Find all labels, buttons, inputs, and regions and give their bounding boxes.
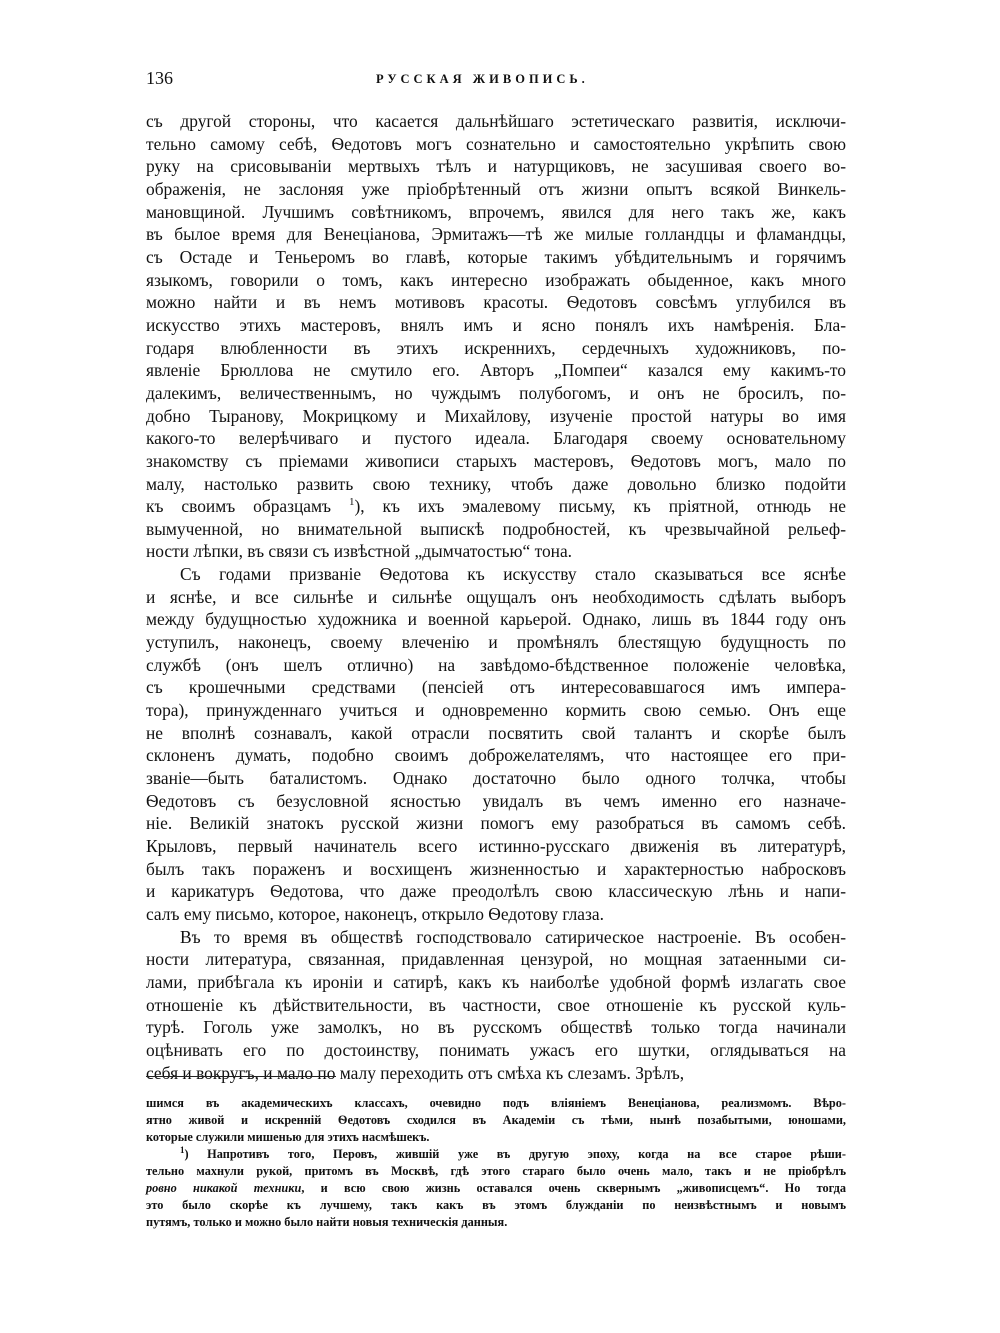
footnote-line: шимся въ академическихъ классахъ, очевидно подъ вліяніемъ Венеціанова, реализмомъ. Вѣро- bbox=[146, 1096, 846, 1110]
emphasis: ровно никакой техники bbox=[146, 1181, 302, 1195]
text-line: мановщиной. Лучшимъ совѣтникомъ, впрочемъ, явился для него такъ же, какъ bbox=[146, 201, 846, 222]
footnote-separator bbox=[146, 1076, 336, 1077]
text-line: знакомству съ пріемами живописи старыхъ мастеровъ, Ѳедотовъ могъ, мало по bbox=[146, 450, 846, 471]
text-line: склоненъ думать, подобно своимъ доброжелателямъ, что настоящее его при- bbox=[146, 745, 846, 766]
text-line: и яснѣе, и все сильнѣе и сильнѣе ощущалъ онъ необходимость сдѣлать выборъ bbox=[146, 586, 846, 607]
paragraph-2 bbox=[146, 563, 846, 926]
footnote-line: путямъ, только и можно было найти новыя техническія данныя. bbox=[146, 1215, 508, 1229]
footnote-continuation bbox=[146, 1095, 846, 1146]
text-line: искусство этихъ мастеровъ, внялъ имъ и ясно понялъ ихъ намѣренія. Бла- bbox=[146, 314, 846, 335]
text-line: уступилъ, наконецъ, своему влеченію и промѣнялъ блестящую будущность по bbox=[146, 632, 846, 653]
text-line: съ другой стороны, что касается дальнѣйшаго эстетическаго развитія, исключи- bbox=[146, 111, 846, 131]
text-line: себя и вокругъ, и мало по малу переходить отъ смѣха къ слезамъ. Зрѣлъ, bbox=[146, 1062, 685, 1083]
text-line: между будущностью художника и военной карьерой. Однако, лишь въ 1844 году онъ bbox=[146, 609, 846, 630]
text-line: былъ такъ пораженъ и восхищенъ жизненностью и характерностью набросковъ bbox=[146, 858, 846, 879]
text-line: отношеніе къ дѣйствительности, въ частности, свое отношеніе къ русской куль- bbox=[146, 994, 846, 1015]
text-line: ображенія, не заслоняя уже пріобрѣтенный отъ жизни опытъ всякой Винкель- bbox=[146, 178, 846, 199]
text-line: далекимъ, величественнымъ, но чуждымъ полубогомъ, и онъ не бросилъ, по- bbox=[146, 382, 846, 403]
text-line: салъ ему письмо, которое, наконецъ, открыло Ѳедотову глаза. bbox=[146, 903, 604, 924]
text-line: лами, прибѣгала къ ироніи и сатирѣ, какъ къ наиболѣе удобной формѣ излагать свое bbox=[146, 971, 846, 992]
text-line: въ былое время для Венеціанова, Эрмитажъ—тѣ же милые голландцы и фламандцы, bbox=[146, 224, 846, 245]
text-line: явленіе Брюллова не смутило его. Авторъ „Помпеи“ казался ему какимъ-то bbox=[146, 360, 846, 381]
text-line: какого-то велерѣчиваго и пустого идеала. Благодаря своему основательному bbox=[146, 428, 846, 449]
page-number: 136 bbox=[146, 68, 173, 88]
text-line: Крыловъ, первый начинатель всего истинно-русскаго движенія въ литературѣ, bbox=[146, 836, 846, 856]
text-line: ности литература, связанная, придавленная цензурой, но мощная затаенными си- bbox=[146, 949, 846, 970]
footnote-line: ровно никакой техники, и всю свою жизнь оставался очень сквернымъ „живописцемъ“. Но тогда bbox=[146, 1181, 846, 1195]
paragraph-1 bbox=[146, 110, 846, 563]
footnote-line: ятно живой и искренній Ѳедотовъ сходился въ Академіи съ тѣми, нынѣ позабытыми, юношами, bbox=[146, 1113, 846, 1127]
text-line: ности лѣпки, въ связи съ извѣстной „дымчатостью“ тона. bbox=[146, 541, 573, 562]
text-line: турѣ. Гоголь уже замолкъ, но въ русскомъ обществѣ только тогда начинали bbox=[146, 1017, 846, 1038]
footnote-line: тельно махнули рукой, притомъ въ Москвѣ, гдѣ этого стараго было очень мало, такъ и не пріобрѣлъ bbox=[146, 1164, 846, 1178]
text-line: ніе. Великій знатокъ русской жизни помогъ ему разобраться въ самомъ себѣ. bbox=[146, 813, 846, 834]
text-line: вымученной, но внимательной выпискѣ подробностей, къ чрезвычайной рельеф- bbox=[146, 518, 846, 539]
text-line: годаря влюбленности въ этихъ искреннихъ, сердечныхъ художниковъ, по- bbox=[146, 337, 846, 358]
text-line: тора), принужденнаго учиться и одновременно кормить свою семью. Онъ еще bbox=[146, 700, 846, 721]
text-line: языкомъ, говорили о томъ, какъ интересно изображать обыденное, какъ много bbox=[146, 269, 846, 290]
text-line: званіе—быть баталистомъ. Однако достаточно было одного толчка, чтобы bbox=[146, 768, 846, 789]
text-line: съ крошечными средствами (пенсіей отъ интересовавшагося имъ импера- bbox=[146, 677, 846, 698]
footnote-1 bbox=[146, 1146, 846, 1231]
text-line: тельно самому себѣ, Ѳедотовъ могъ сознательно и самостоятельно укрѣпить свою bbox=[146, 133, 846, 154]
text-line: и карикатуръ Ѳедотова, что даже преодолѣлъ свою классическую лѣнь и напи- bbox=[146, 881, 846, 902]
text-line: къ своимъ образцамъ $^1$), къ ихъ эмалевому письму, къ пріятной, отнюдь не bbox=[146, 496, 847, 517]
text-line: Въ то время въ обществѣ господствовало сатирическое настроеніе. Въ особен- bbox=[180, 926, 846, 947]
text-line: оцѣнивать его по достоинству, понимать ужасъ его шутки, оглядываться на bbox=[146, 1039, 846, 1060]
text-line: добно Тыранову, Мокрицкому и Михайлову, изученіе простой натуры во имя bbox=[146, 405, 846, 426]
footnote-line: это было скорѣе къ лучшему, такъ какъ въ этомъ блужданіи по неизвѣстнымъ и новымъ bbox=[146, 1198, 846, 1212]
text-line: Съ годами призваніе Ѳедотова къ искусству стало сказываться все яснѣе bbox=[180, 564, 846, 585]
text-line: Ѳедотовъ съ безусловной ясностью увидалъ въ чемъ именно его назначе- bbox=[146, 790, 846, 811]
body-text bbox=[146, 110, 846, 1084]
page-header bbox=[146, 68, 852, 94]
text-line: не вполнѣ сознавалъ, какой отрасли посвятить свой талантъ и скорѣе былъ bbox=[146, 722, 846, 743]
text-line: службѣ (онъ шелъ отлично) на завѣдомо-бѣдственное положеніе человѣка, bbox=[146, 654, 846, 675]
paragraph-3 bbox=[146, 926, 846, 1085]
footnote-reference: 1 bbox=[348, 496, 355, 509]
footnote-line: $^1$) Напротивъ того, Перовъ, жившій уже въ другую эпоху, когда на все старое рѣши- bbox=[180, 1144, 846, 1161]
text-line: съ Остаде и Теньеромъ во главѣ, которые такимъ убѣдительнымъ и горячимъ bbox=[146, 246, 846, 267]
footnote-line: которые служили мишенью для этихъ насмѣшекъ. bbox=[146, 1130, 430, 1144]
text-line: руку на срисовываніи мертвыхъ тѣлъ и натурщиковъ, не засушивая своего во- bbox=[146, 156, 846, 177]
text-line: можно найти и въ немъ мотивовъ красоты. Ѳедотовъ совсѣмъ углубился въ bbox=[146, 292, 846, 313]
text-line: малу, настолько развить свою технику, чтобъ даже довольно близко подойти bbox=[146, 473, 846, 494]
footnotes bbox=[146, 1095, 846, 1231]
footnote-marker: 1 bbox=[180, 1144, 185, 1155]
running-title: РУССКАЯ ЖИВОПИСЬ. bbox=[376, 72, 589, 86]
